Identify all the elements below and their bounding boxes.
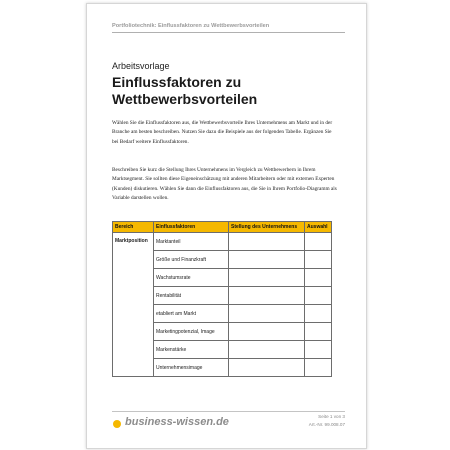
stellung-cell[interactable] — [229, 287, 305, 305]
header-stellung: Stellung des Unternehmens — [229, 222, 305, 233]
stellung-cell[interactable] — [229, 359, 305, 377]
table-header-row — [113, 222, 332, 233]
factor-cell: Größe und Finanzkraft — [154, 251, 229, 269]
document-title — [112, 74, 352, 108]
intro-paragraph: Wählen Sie die Einflussfaktoren aus, die Wettbewerbsvorteile Ihres Unternehmens am Markt und in der Branche am besten beschreiben. Nutzen Sie dazu die Beispiele aus der folgenden Tabelle. Ergänzen Sie bei Bedarf weitere Einflussfaktoren. — [112, 120, 333, 145]
factor-cell: Marketingpotenzial, Image — [154, 323, 229, 341]
header-auswahl: Auswahl — [305, 222, 332, 233]
factor-cell: Rentabilität — [154, 287, 229, 305]
auswahl-cell[interactable] — [305, 305, 332, 323]
factor-cell: Wachstumsrate — [154, 269, 229, 287]
stellung-cell[interactable] — [229, 323, 305, 341]
auswahl-cell[interactable] — [305, 341, 332, 359]
header-einflussfaktoren: Einflussfaktoren — [154, 222, 229, 233]
factors-table — [112, 221, 332, 377]
header-bereich: Bereich — [113, 222, 154, 233]
running-header: Portfoliotechnik: Einflussfaktoren zu Wettbewerbsvorteilen — [112, 23, 270, 29]
header-divider — [112, 32, 345, 33]
table-row — [113, 233, 332, 251]
title-line-1: Einflussfaktoren zu — [112, 74, 242, 90]
stellung-cell[interactable] — [229, 251, 305, 269]
page-number: Seite 1 von 3 — [318, 414, 345, 419]
auswahl-cell[interactable] — [305, 359, 332, 377]
document-kicker: Arbeitsvorlage — [112, 61, 170, 71]
factor-cell: Markenstärke — [154, 341, 229, 359]
logo-dot-icon — [113, 420, 121, 428]
instruction-paragraph: Beschreiben Sie kurz die Stellung Ihres Unternehmens im Vergleich zu Wettbewerbern in Ihrem Marktsegment. Sie sollten diese Eigeneinschätzung mit anderen Mitarbeitern oder mit externen Experten (Kunden) diskutieren. Wählen Sie dann die Einflussfaktoren aus, die Sie in Ihrem Portfolio-Diagramm als Variable darstellen wollen. — [112, 167, 337, 201]
stellung-cell[interactable] — [229, 233, 305, 251]
brand-logo: business-wissen.de — [125, 416, 229, 428]
stellung-cell[interactable] — [229, 305, 305, 323]
auswahl-cell[interactable] — [305, 251, 332, 269]
auswahl-cell[interactable] — [305, 323, 332, 341]
factor-cell: Marktanteil — [154, 233, 229, 251]
stellung-cell[interactable] — [229, 341, 305, 359]
title-line-2: Wettbewerbsvorteilen — [112, 91, 258, 107]
auswahl-cell[interactable] — [305, 269, 332, 287]
factor-cell: Unternehmensimage — [154, 359, 229, 377]
stellung-cell[interactable] — [229, 269, 305, 287]
factor-cell: etabliert am Markt — [154, 305, 229, 323]
article-number: Art.-Nr. 99.008.07 — [308, 422, 345, 427]
auswahl-cell[interactable] — [305, 287, 332, 305]
footer-divider — [112, 411, 345, 412]
document-page — [86, 3, 367, 449]
auswahl-cell[interactable] — [305, 233, 332, 251]
bereich-cell: Marktposition — [113, 233, 154, 377]
